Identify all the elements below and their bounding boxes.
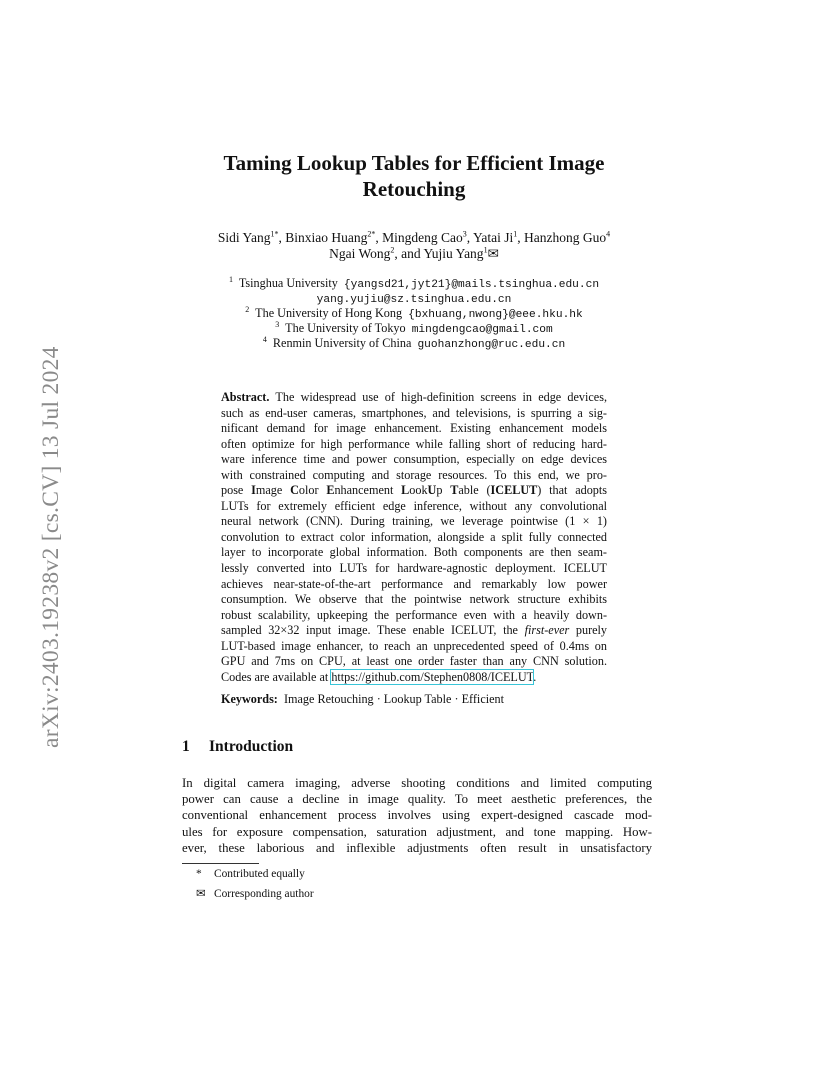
envelope-icon: ✉ xyxy=(196,888,206,900)
affiliation-1-email-2: yang.yujiu@sz.tsinghua.edu.cn xyxy=(316,294,512,306)
keywords: Keywords: Image Retouching · Lookup Table · Efficient xyxy=(221,692,505,706)
corresponding-author-icon: ✉ xyxy=(487,246,499,261)
arxiv-identifier: arXiv:2403.19238v2 [cs.CV] 13 Jul 2024 xyxy=(38,346,64,748)
section-heading: 1 Introduction xyxy=(182,738,294,755)
footnote-corresponding-author: ✉ Corresponding author xyxy=(196,888,314,900)
affiliation-4: $^4$ Renmin University of China guohanzhong@ruc.edu.cn xyxy=(262,334,566,351)
author-list-continued: Ngai Wong$^2$, and Yujiu Yang$^1$✉ xyxy=(329,245,499,261)
author-list: Sidi Yang$^{1*}$, Binxiao Huang$^{2*}$, Mingdeng Cao$^3$, Yatai Ji$^1$, Hanzhong Guo$^4$ xyxy=(217,229,611,245)
affiliation-2: $^2$ The University of Hong Kong {bxhuang,nwong}@eee.hku.hk xyxy=(245,304,583,321)
affiliation-3: $^3$ The University of Tokyo mingdengcao@gmail.com xyxy=(275,319,553,336)
paper-title: Taming Lookup Tables for Efficient Image xyxy=(223,151,605,175)
abstract-label: Abstract. xyxy=(221,390,270,404)
email: {yangsd21,jyt21}@mails.tsinghua.edu.cn xyxy=(343,279,600,291)
paper-title-continued: Retouching xyxy=(362,177,466,201)
footnote-equal-contribution: * Contributed equally xyxy=(196,868,305,880)
affiliation-1: $^1$ Tsinghua University {yangsd21,jyt21}@mails.tsinghua.edu.cn xyxy=(228,274,600,291)
github-link[interactable]: https://github.com/Stephen0808/ICELUT xyxy=(331,669,534,684)
keywords-label: Keywords: xyxy=(221,692,278,706)
footnote-divider xyxy=(182,863,259,864)
email: {bxhuang,nwong}@eee.hku.hk xyxy=(408,309,583,321)
introduction-paragraph: In digital camera imaging, adverse shooting conditions and limited computing power can cause a decline in image quality. To meet aesthetic preferences, the conventional enhancement process involves using expert-designed cascade mod- ules for exposure compensation, saturation adjustment, and tone mapping. How- ever, these laborious and inflexible adjustments often result in unsatisfactory xyxy=(182,776,652,855)
email: guohanzhong@ruc.edu.cn xyxy=(417,339,566,351)
email: mingdengcao@gmail.com xyxy=(411,324,553,336)
abstract: Abstract. The widespread use of high-definition screens in edge devices, such as end-user cameras, smartphones, and televisions, is spurring a sig- nificant demand for image enhancement. Existing enhancement models often optimize for high performance while falling short of reducing hard- ware inference time and power consumption, especially on edge devices with constrained computing and storage resources. To this end, we pro- pose Image Color Enhancement LookUp Table (ICELUT) that adopts LUTs for extremely efficient edge inference, without any convolutional neural network (CNN). During training, we leverage pointwise (1 × 1) convolution to extract color information, alongside a split fully connected layer to incorporate global information. Both components are then seam- lessly converted into LUTs for hardware-agnostic deployment. ICELUT achieves near-state-of-the-art performance and remarkably low power consumption. We observe that the pointwise network structure exhibits robust scalability, upkeeping the performance even with a heavily down- sampled 32×32 input image. These enable ICELUT, the first-ever purely LUT-based image enhancer, to reach an unprecedented speed of 0.4ms on GPU and 7ms on CPU, at least one order faster than any CNN solution. Codes are available at https://github.com/Stephen0808/ICELUT. xyxy=(221,390,608,684)
